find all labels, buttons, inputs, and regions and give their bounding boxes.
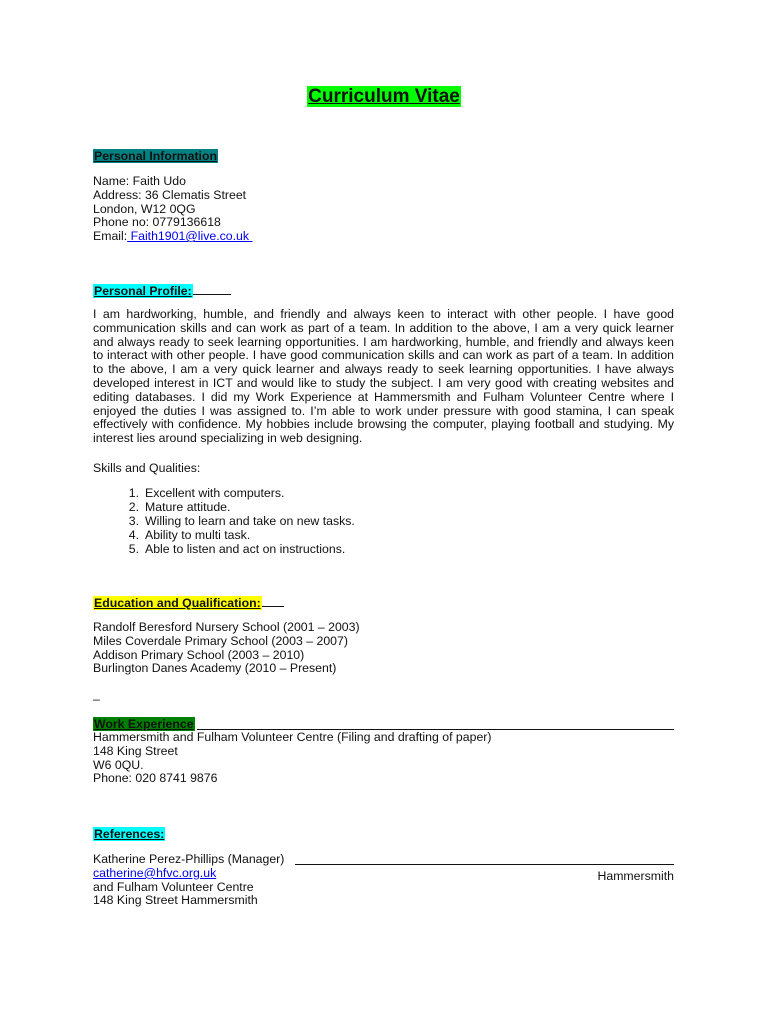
education-heading xyxy=(93,596,284,610)
list-item xyxy=(93,529,355,543)
list-item-number: 1. xyxy=(128,486,139,500)
work-line: 148 King Street xyxy=(93,743,178,758)
education-line: Addison Primary School (2003 – 2010) xyxy=(93,647,305,662)
list-item-number: 3. xyxy=(128,513,139,528)
personal-city: London, W12 0QG xyxy=(93,201,196,216)
reference-name: Katherine Perez-Phillips (Manager) xyxy=(93,852,285,866)
personal-email-row xyxy=(93,230,252,244)
personal-phone: Phone no: 0779136618 xyxy=(93,215,221,230)
profile-paragraph: I am hardworking, humble, and friendly and always keen to interact with other people. I have good communication skills and can work as part of a team. In addition to the above, I am a very quick learner and always ready to seek learning opportunities. I am hardworking, humble, and friendly and always keen to interact with other people. I have good communication skills and can work as part of a team. In addition to the above, I am a very quick learner and always ready to seek learning opportunities. I have always developed interest in ICT and would like to study the subject. I am very good with creating websites and editing databases. I did my Work Experience at Hammersmith and Fulham Volunteer Centre where I enjoyed the duties I was assigned to. I’m able to work under pressure with good stamina, I can speak effectively with confidence. My hobbies include browsing the computer, playing football and studying. My interest lies around specializing in web designing. xyxy=(93,307,674,446)
list-item-number: 2. xyxy=(128,499,139,514)
work-line: Phone: 020 8741 9876 xyxy=(93,771,218,786)
personal-email-link[interactable]: Faith1901@live.co.uk xyxy=(127,229,253,244)
list-item-text: Ability to multi task. xyxy=(145,527,251,542)
list-item-text: Excellent with computers. xyxy=(145,486,285,500)
references-block xyxy=(93,853,284,908)
list-item-number: 4. xyxy=(128,527,139,542)
skills-list xyxy=(93,487,355,557)
stray-dash: – xyxy=(93,692,100,706)
personal-info-heading-label: Personal Information xyxy=(94,149,217,163)
profile-heading-label: Personal Profile: xyxy=(94,284,192,298)
reference-name-rule xyxy=(295,864,674,865)
reference-email-link[interactable]: catherine@hfvc.org.uk xyxy=(93,865,217,880)
personal-address: Address: 36 Clematis Street xyxy=(93,187,247,202)
reference-email-row xyxy=(93,867,284,881)
list-item-text: Willing to learn and take on new tasks. xyxy=(145,513,355,528)
reference-right-text: Hammersmith xyxy=(597,869,674,883)
list-item-text: Mature attitude. xyxy=(145,499,231,514)
list-item-number: 5. xyxy=(128,541,139,556)
reference-address: 148 King Street Hammersmith xyxy=(93,893,258,908)
document-title: Curriculum Vitae xyxy=(308,86,460,107)
work-line: W6 0QU. xyxy=(93,757,144,772)
list-item xyxy=(93,543,355,557)
skills-title: Skills and Qualities: xyxy=(93,461,201,475)
education-heading-label: Education and Qualification: xyxy=(94,596,261,610)
reference-org: and Fulham Volunteer Centre xyxy=(93,879,254,894)
education-line: Burlington Danes Academy (2010 – Present) xyxy=(93,661,337,676)
profile-heading-underline xyxy=(193,293,231,295)
work-heading-label: Work Experience xyxy=(94,717,194,731)
work-line: Hammersmith and Fulham Volunteer Centre (Filing and drafting of paper) xyxy=(93,730,492,744)
education-block xyxy=(93,621,360,676)
personal-info-block xyxy=(93,175,252,244)
personal-name: Name: Faith Udo xyxy=(93,174,186,188)
education-heading-underline xyxy=(262,605,284,607)
education-line: Randolf Beresford Nursery School (2001 – 2003) xyxy=(93,620,360,634)
list-item xyxy=(93,487,355,501)
document-title-wrap xyxy=(0,86,768,108)
references-heading xyxy=(93,827,165,841)
personal-email-label: Email: xyxy=(93,229,128,244)
profile-heading xyxy=(93,284,231,298)
personal-info-heading xyxy=(93,149,218,163)
list-item xyxy=(93,515,355,529)
education-line: Miles Coverdale Primary School (2003 – 2007) xyxy=(93,633,348,648)
work-block xyxy=(93,731,491,786)
references-heading-label: References: xyxy=(94,827,165,841)
list-item xyxy=(93,501,355,515)
list-item-text: Able to listen and act on instructions. xyxy=(145,541,346,556)
work-heading xyxy=(93,717,195,731)
